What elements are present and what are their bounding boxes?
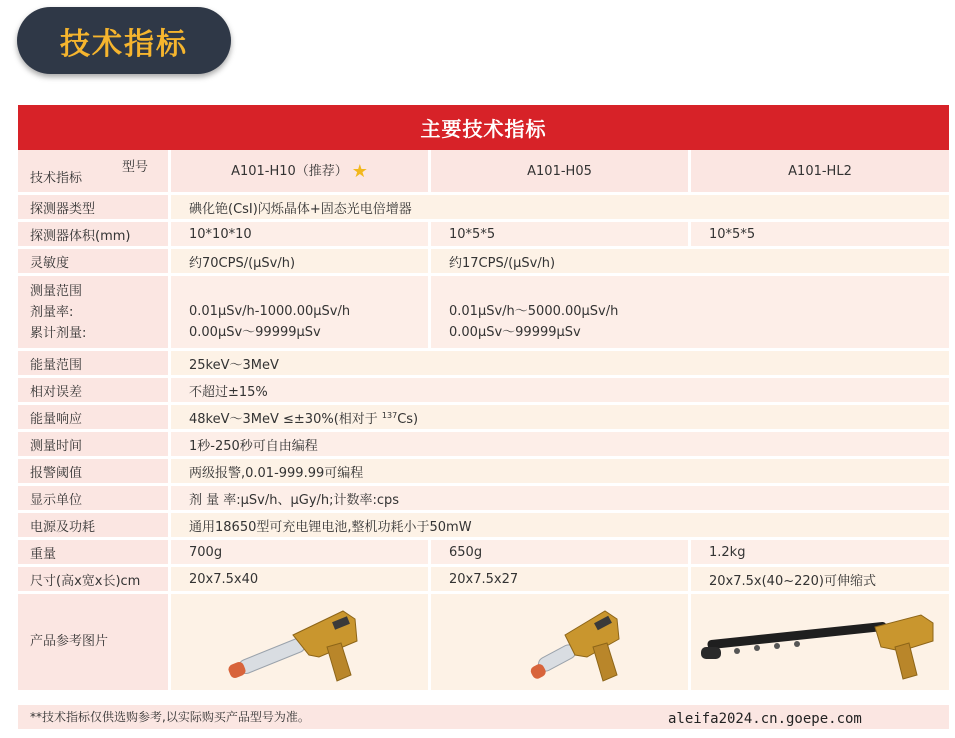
corner-cell [18,150,168,192]
row-relative-error [18,378,949,402]
row-value: 剂 量 率:μSv/h、μGy/h;计数率:cps [168,486,949,510]
row-label [18,276,168,348]
row-value: 两级报警,0.01-999.99可编程 [168,459,949,483]
row-power [18,513,949,537]
row-value: 650g [428,540,688,564]
row-label: 相对误差 [18,378,168,402]
row-display-unit [18,486,949,510]
row-label: 报警阈值 [18,459,168,483]
corner-model-label: 型号 [121,160,148,175]
energy-response-text: 48keV～3MeV ≤±30%(相对于 [189,411,382,427]
section-title: 技术指标 [60,26,188,62]
row-value: 20x7.5x27 [428,567,688,591]
row-size [18,567,949,591]
product-image-h10 [168,594,428,690]
row-alarm [18,459,949,483]
star-icon: ★ [351,161,368,182]
row-value: 20x7.5x40 [168,567,428,591]
row-measure-range [18,276,949,348]
detector-hl2-icon [695,597,945,687]
row-value: 10*5*5 [428,222,688,246]
row-value: 25keV～3MeV [168,351,949,375]
row-energy-response [18,405,949,429]
row-value: 1.2kg [688,540,949,564]
row-label: 探测器体积(mm) [18,222,168,246]
row-detector-type [18,195,949,219]
range-value-line: 0.01μSv/h～5000.00μSv/h [449,304,619,319]
model-h05: A101-H05 [428,150,688,192]
model-h10-label: A101-H10（推荐） [231,164,348,179]
footnote: **技术指标仅供选购参考,以实际购买产品型号为准。 [18,705,949,729]
row-measure-time [18,432,949,456]
product-image-hl2 [688,594,949,690]
detector-h10-icon [215,597,385,687]
detector-h05-icon [475,597,645,687]
corner-spec-label: 技术指标 [30,171,83,186]
product-image-h05 [428,594,688,690]
row-label: 电源及功耗 [18,513,168,537]
header-row [18,150,949,192]
watermark: aleifa2024.cn.goepe.com [668,711,862,727]
row-sensitivity [18,249,949,273]
row-value: 1秒-250秒可自由编程 [168,432,949,456]
range-value-line: 0.00μSv～99999μSv [189,325,321,340]
row-value: 20x7.5x(40~220)可伸缩式 [688,567,949,591]
row-value: 10*5*5 [688,222,949,246]
spec-table [18,105,949,693]
row-value: 700g [168,540,428,564]
row-value: 10*10*10 [168,222,428,246]
row-value [428,276,949,348]
row-value: 通用18650型可充电锂电池,整机功耗小于50mW [168,513,949,537]
row-label: 产品参考图片 [18,594,168,690]
row-label: 显示单位 [18,486,168,510]
row-detector-volume [18,222,949,246]
range-value-line: 0.00μSv～99999μSv [449,325,581,340]
range-label-line: 剂量率: [30,304,74,320]
row-label: 探测器类型 [18,195,168,219]
row-value: 约17CPS/(μSv/h) [428,249,949,273]
row-label: 能量响应 [18,405,168,429]
row-label: 尺寸(高x宽x长)cm [18,567,168,591]
row-weight [18,540,949,564]
model-hl2: A101-HL2 [688,150,949,192]
row-label: 重量 [18,540,168,564]
row-label: 灵敏度 [18,249,168,273]
row-value [168,405,949,429]
row-label: 测量时间 [18,432,168,456]
range-label-line: 测量范围 [30,283,83,299]
row-energy-range [18,351,949,375]
range-value-line: 0.01μSv/h-1000.00μSv/h [189,304,351,319]
row-value: 碘化铯(CsI)闪烁晶体+固态光电倍增器 [168,195,949,219]
model-h10 [168,150,428,192]
table-title: 主要技术指标 [18,105,949,150]
row-images [18,594,949,690]
row-label: 能量范围 [18,351,168,375]
isotope-superscript: 137 [381,410,398,420]
row-value: 约70CPS/(μSv/h) [168,249,428,273]
row-value [168,276,428,348]
section-title-pill [17,7,231,74]
range-label-line: 累计剂量: [30,325,87,341]
row-value: 不超过±15% [168,378,949,402]
energy-response-suffix: Cs) [397,411,419,427]
